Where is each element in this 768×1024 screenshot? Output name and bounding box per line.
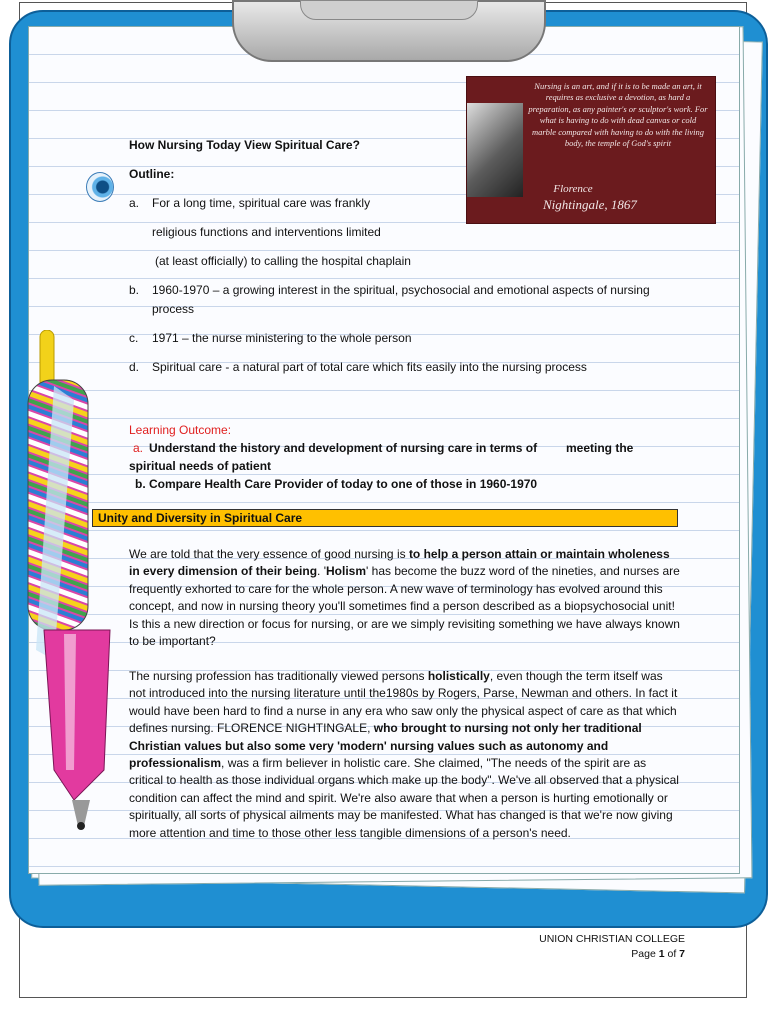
outline-a-marker: a. — [129, 196, 140, 210]
para1-text-2: . ' — [317, 564, 327, 579]
quote-author: Florence — [553, 183, 593, 195]
quote-signature — [543, 181, 637, 213]
footer-page-number — [631, 947, 685, 961]
quote-signature-line: Nightingale, 1867 — [543, 197, 637, 212]
paragraph-nightingale — [129, 668, 681, 842]
learning-outcome-a-text1: Understand the history and development of nursing care in terms of — [149, 441, 538, 455]
outline-d-text: Spiritual care - a natural part of total care which fits easily into the nursing process — [152, 360, 587, 374]
nightingale-quote-card — [466, 76, 716, 224]
footer-page-current: 1 — [658, 948, 665, 960]
learning-outcome-a-text2: meeting the — [566, 441, 634, 455]
outline-b-line2: process — [152, 302, 195, 316]
section-heading-banner: Unity and Diversity in Spiritual Care — [92, 509, 678, 527]
footer-page-of: of — [664, 948, 680, 960]
footer-college: UNION CHRISTIAN COLLEGE — [539, 933, 685, 945]
para2-text-3: , was a firm believer in holistic care. She claimed, "The needs of the spirit are as critical to health as those individual organs which make up the body". We've all observed that a physical condition can affect the mind and spirit. We're also aware that when a person is hurting emotionally or spiritually, all sorts of physical ailments may be manifested. What has changed is that we're now giving more attention and time to those other less tangible dimensions of a person's need. — [129, 756, 679, 840]
paragraph-holism — [129, 546, 681, 650]
para2-bold-2: who brought to nursing not only her traditional Christian values but also some very 'modern' nursing values such as autonomy and professionalism — [129, 721, 642, 771]
document-title: How Nursing Today View Spiritual Care? — [129, 138, 360, 152]
outline-b-line1: 1960-1970 – a growing interest in the spiritual, psychosocial and emotional aspects of nursing — [152, 283, 650, 297]
para2-bold-1: holistically — [427, 669, 490, 683]
nightingale-photo — [467, 103, 523, 197]
learning-outcome-a-text3: spiritual needs of patient — [129, 459, 272, 473]
learning-outcome-label: Learning Outcome: — [129, 423, 232, 437]
para2-text-1: The nursing profession has traditionally viewed persons — [129, 669, 428, 683]
learning-outcome-a-marker: a. — [133, 441, 144, 455]
binder-hole-icon — [86, 172, 114, 202]
outline-c-marker: c. — [129, 331, 139, 345]
para1-text-1: We are told that the very essence of good nursing is — [129, 547, 409, 561]
para1-bold-2: Holism — [326, 564, 367, 579]
para1-text-3: ' has become the buzz word of the nineties, and nurses are frequently exhorted to care for the whole person. A new wave of terminology has evolved around this concept, and now in nursing theory you'll sometimes find a person described as a biopsychosocial unit! Is this a new direction or focus for nursing, or are we simply revisiting something we have always known to be important? — [129, 564, 680, 649]
footer-page-word: Page — [631, 948, 659, 960]
pen-icon — [14, 330, 132, 830]
para1-bold-1: to help a person attain or maintain wholeness in every dimension of their being — [129, 547, 670, 579]
outline-a-line1: For a long time, spiritual care was frankly — [152, 196, 371, 210]
learning-outcome-b-text: b. Compare Health Care Provider of today to one of those in 1960-1970 — [135, 477, 538, 491]
outline-a-line2: religious functions and interventions limited — [152, 225, 381, 239]
outline-a-line3: (at least officially) to calling the hospital chaplain — [155, 254, 411, 268]
footer-page-total: 7 — [679, 948, 685, 960]
quote-text: Nursing is an art, and if it is to be made an art, it requires as exclusive a devotion, as hard a preparation, as any painter's or sculptor's work. For what is having to do with dead canvas or cold marble compared with having to do with the living body, the temple of God's spirit — [528, 81, 708, 149]
para2-text-2: , even though the term itself was not introduced into the nursing literature until the1980s by Rogers, Parse, Newman and others. In fact it would have been hard to find a nurse in any era who saw only the physical aspect of care as that which defines nursing. FLORENCE NIGHTINGALE, — [129, 669, 678, 736]
clipboard-clip-top — [300, 0, 478, 20]
outline-d-marker: d. — [129, 360, 140, 374]
outline-c-text: 1971 – the nurse ministering to the whole person — [152, 331, 412, 345]
outline-label: Outline: — [129, 167, 175, 181]
outline-b-marker: b. — [129, 283, 140, 297]
